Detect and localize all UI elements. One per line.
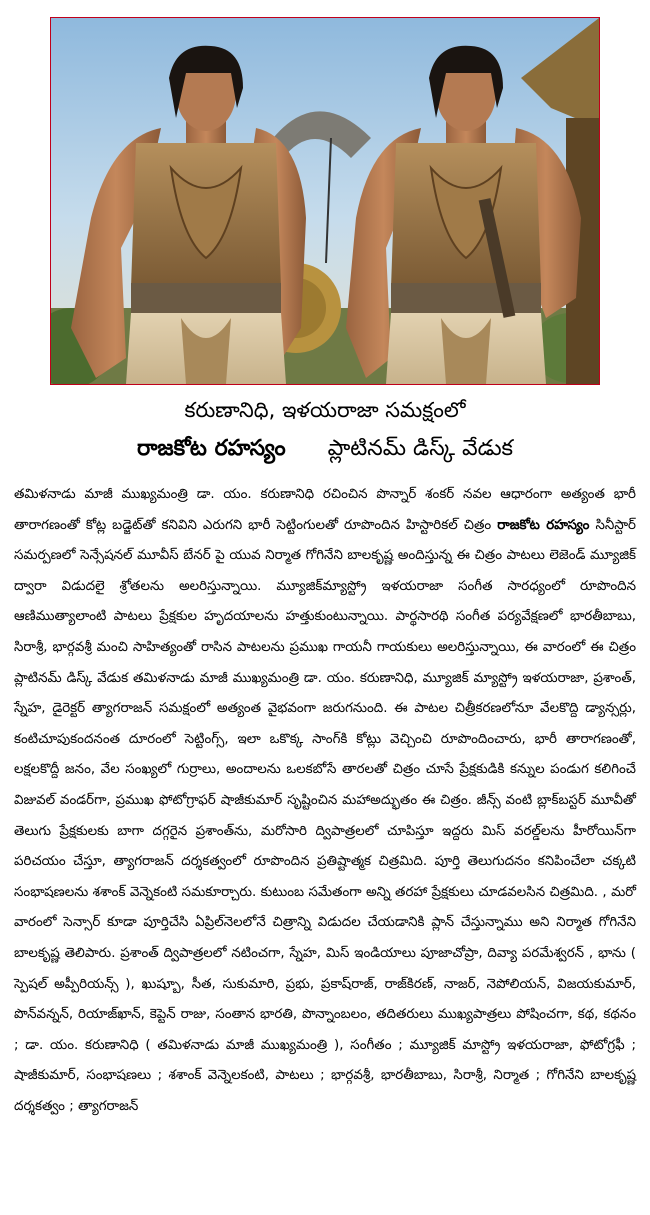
headline-event: ప్లాటినమ్ డిస్క్ వేడుక — [327, 436, 514, 461]
movie-still-photo — [50, 17, 600, 385]
article-text-part-1: తమిళనాడు మాజీ ముఖ్యమంత్రి డా. యం. కరుణానిధి రచించిన పొన్నార్ శంకర్ నవల ఆధారంగా అత్యంత భారీ తారాగణంతో కోట్ల బడ్జెట్‌తో కనివిని ఎరుగని భారీ సెట్టింగులతో రూపొందిన హిస్టారికల్ చిత్రం — [14, 487, 636, 533]
article-paragraph — [14, 480, 636, 1122]
movie-still-image — [51, 18, 599, 384]
film-title: రాజకోట రహస్యం — [136, 436, 286, 461]
headline-line-2 — [0, 436, 650, 466]
article-film-title: రాజకోట రహస్యం — [497, 517, 590, 533]
headline-line-1: కరుణానిధి, ఇళయరాజా సమక్షంలో — [184, 398, 466, 422]
article-body — [14, 480, 636, 1122]
article-text-part-2: సినీస్టార్ సమర్పణలో సెన్సేషనల్ మూవీస్ బేనర్ పై యువ నిర్మాత గోగినేని బాలకృష్ణ అందిస్తున్న ఈ చిత్రం పాటలు లెజెండ్ మ్యూజిక్ ద్వారా విడుదలై శ్రోతలను అలరిస్తున్నాయి. మ్యూజిక్‌మ్యాస్ట్రో ఇళయరాజా సంగీత సారధ్యంలో రూపొందిన ఆణిముత్యాలాంటి పాటలు ప్రేక్షకుల హృదయాలను హత్తుకుంటున్నాయి. పార్థసారథి సంగీత పర్యవేక్షణలో భారతీబాబు, సిరాశ్రీ, భార్గవశ్రీ మంచి సాహిత్యంతో రాసిన పాటలను ప్రముఖ గాయనీ గాయకులు అలరిస్తున్నాయి, ఈ వారంలో ఈ చిత్రం ప్లాటినమ్ డిస్క్ వేడుక తమిళనాడు మాజీ ముఖ్యమంత్రి డా. యం. కరుణానిధి, మ్యూజిక్ మ్యాస్ట్రో ఇళయరాజా, ప్రశాంత్, స్నేహ, డైరెక్టర్ త్యాగరాజన్ సమక్షంలో అత్యంత వైభవంగా జరుగనుంది. ఈ పాటల చిత్రీకరణలోనూ వేలకొద్ది డ్యాన్సర్లు, కంటిచూపుకందనంత దూరంలో సెట్టింగ్స్, ఇలా ఒకొక్క సాంగ్‌కి కోట్లు వెచ్చించి రూపొందించారు, భారీ తారాగణంతో, లక్షలకొద్దీ జనం, వేల సంఖ్యలో గుర్రాలు, అందాలను ఒలకబోసే తారలతో చిత్రం చూసే ప్రేక్షకుడికి కన్నుల పండుగ కలిగించే విజువల్ వండర్‌గా, ప్రముఖ ఫోటోగ్రాఫర్ షాజీకుమార్ సృష్టించిన మహాఅద్భుతం ఈ చిత్రం. జీన్స్ వంటి బ్లాక్‌బస్టర్ మూవీతో తెలుగు ప్రేక్షకులకు బాగా దగ్గరైన ప్రశాంత్‌ను, మరోసారి ద్విపాత్రలలో చూపిస్తూ ఇద్దరు మిస్ వరల్డ్‌లను హీరోయిన్‌గా పరిచయం చేస్తూ, త్యాగరాజన్ దర్శకత్వంలో రూపొందిన ప్రతిష్టాత్మక చిత్రమిది. పూర్తి తెలుగుదనం కనిపించేలా చక్కటి సంభాషణలను శశాంక్ వెన్నెకంటి సమకూర్చారు. కుటుంబ సమేతంగా అన్ని తరహా ప్రేక్షకులు చూడవలసిన చిత్రమిది. , మరో వారంలో సెన్సార్ కూడా పూర్తిచేసి ఏప్రిల్‌నెలలోనే చిత్రాన్ని విడుదల చేయడానికి ప్లాన్ చేస్తున్నాము అని నిర్మాత గోగినేని బాలకృష్ణ తెలిపారు. ప్రశాంత్ ద్విపాత్రలలో నటించగా, స్నేహ, మిస్ ఇండియాలు పూజాచోప్రా, దివ్యా పరమేశ్వరన్ , భాను ( స్పెషల్ అప్పీరియన్స్ ), ఖుష్బూ, సీత, సుకుమారి, ప్రభు, ప్రకాష్‌రాజ్, రాజ్‌కిరణ్, నాజర్, నెపోలియన్, విజయకుమార్, పొన్‌వన్నన్, రియాజ్‌ఖాన్, కెప్టెన్ రాజు, సంతాన భారతి, పొన్నాంబలం, తదితరులు ముఖ్యపాత్రలు పోషించగా, కథ, కథనం ; డా. యం. కరుణానిధి ( తమిళనాడు మాజీ ముఖ్యమంత్రి ), సంగీతం ; మ్యూజిక్ మాస్ట్రో ఇళయరాజా, ఫోటోగ్రఫీ ; షాజీకుమార్, సంభాషణలు ; శశాంక్ వెన్నెలకంటి, పాటలు ; భార్గవశ్రీ, భారతీబాబు, సిరాశ్రీ, నిర్మాత ; గోగినేని బాలకృష్ణ దర్శకత్వం ; త్యాగరాజన్ — [14, 517, 636, 1114]
